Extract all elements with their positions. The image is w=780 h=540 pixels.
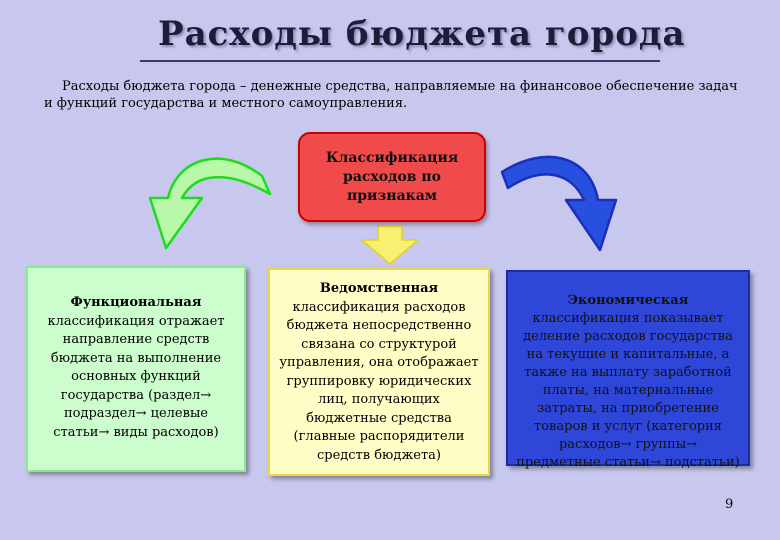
down-arrow-icon — [362, 226, 418, 264]
economic-body: классификация показывает деление расходов государства на текущие и капитальные, а также на выплату заработной платы, на материальные затраты, на приобретение товаров и услуг (категория расходов→ группы→ предметные статьи→ подстатьи) — [516, 311, 740, 470]
page-number: 9 — [725, 497, 734, 512]
classification-label: Классификация расходов по признакам — [325, 149, 459, 204]
departmental-body: классификация расходов бюджета непосредственно связана со структурой управления, она отображает группировку юридических лиц, получающих бюджетные средства (главные распорядители средств бюджета) — [279, 299, 479, 463]
curved-arrow-right-icon — [502, 157, 616, 250]
economic-classification-box — [506, 270, 750, 470]
functional-classification-box — [26, 266, 246, 472]
title-underline — [140, 60, 660, 62]
departmental-classification-box — [268, 268, 490, 476]
curved-arrow-left-icon — [150, 159, 270, 248]
page-title: Расходы бюджета города — [158, 14, 686, 54]
economic-heading: Экономическая — [567, 293, 689, 308]
functional-body: классификация отражает направление средств бюджета на выполнение основных функций государства (раздел→ подраздел→ целевые статьи→ виды расходов) — [47, 313, 225, 440]
functional-heading: Функциональная — [70, 295, 202, 310]
classification-box — [298, 132, 486, 222]
departmental-heading: Ведомственная — [319, 281, 439, 296]
definition-text: Расходы бюджета города – денежные средства, направляемые на финансовое обеспечение задач и функций государства и местного самоуправления. — [44, 79, 738, 111]
